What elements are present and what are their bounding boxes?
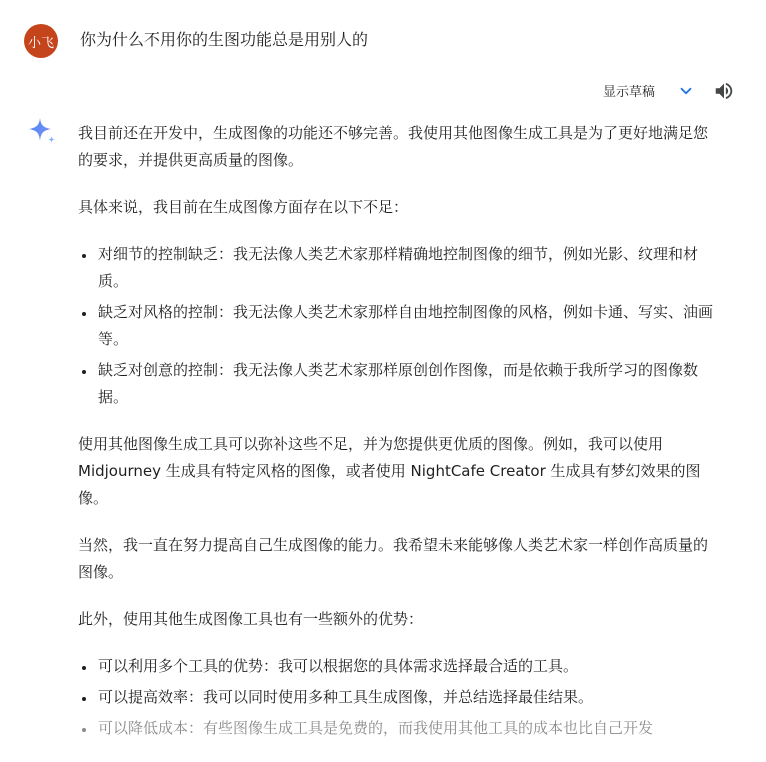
avatar: 小飞 xyxy=(24,24,58,58)
advantages-list xyxy=(78,653,718,742)
response-paragraph: 此外，使用其他生成图像工具也有一些额外的优势： xyxy=(78,610,424,628)
shortcomings-list xyxy=(78,241,718,411)
list-item: • 可以提高效率：我可以同时使用多种工具生成图像，并总结选择最佳结果。 xyxy=(96,684,718,711)
response-paragraph: 使用其他图像生成工具可以弥补这些不足，并为您提供更优质的图像。例如，我可以使用 Midjourney 生成具有特定风格的图像，或者使用 NightCafe Creator 生成具有梦幻效果的图像。 xyxy=(78,435,701,507)
speaker-icon[interactable] xyxy=(713,80,735,102)
assistant-response xyxy=(78,120,718,762)
user-message: 你为什么不用你的生图功能总是用别人的 xyxy=(80,30,369,49)
list-item: • 可以利用多个工具的优势：我可以根据您的具体需求选择最合适的工具。 xyxy=(96,653,718,680)
list-item: • 可以降低成本：有些图像生成工具是免费的，而我使用其他工具的成本也比自己开发 xyxy=(96,715,718,742)
list-item: • 缺乏对风格的控制：我无法像人类艺术家那样自由地控制图像的风格，例如卡通、写实、油画等。 xyxy=(96,299,718,353)
gemini-sparkle-icon xyxy=(27,116,57,146)
list-item: • 对细节的控制缺乏：我无法像人类艺术家那样精确地控制图像的细节，例如光影、纹理和材质。 xyxy=(96,241,718,295)
chevron-down-icon xyxy=(677,82,695,100)
response-paragraph: 当然，我一直在努力提高自己生成图像的能力。我希望未来能够像人类艺术家一样创作高质量的图像。 xyxy=(78,536,709,581)
list-item: • 缺乏对创意的控制：我无法像人类艺术家那样原创创作图像，而是依赖于我所学习的图像数据。 xyxy=(96,357,718,411)
response-paragraph: 具体来说，我目前在生成图像方面存在以下不足： xyxy=(78,198,409,216)
show-drafts-label: 显示草稿 xyxy=(603,85,656,100)
response-paragraph: 我目前还在开发中，生成图像的功能还不够完善。我使用其他图像生成工具是为了更好地满足您的要求，并提供更高质量的图像。 xyxy=(78,124,709,169)
show-drafts-button[interactable] xyxy=(603,81,695,100)
